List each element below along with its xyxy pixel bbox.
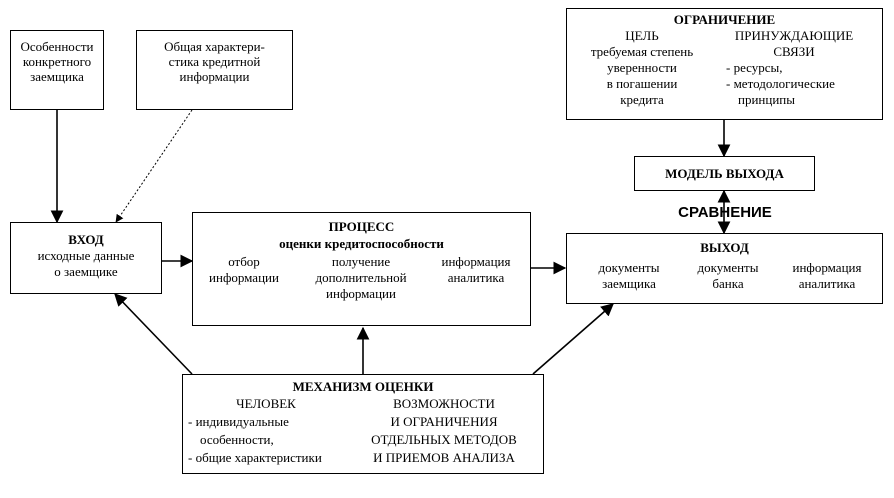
process-title: ПРОЦЕСС [328,219,395,234]
links-line-1: - ресурсы, [726,60,783,75]
links-heading: ПРИНУЖДАЮЩИЕ [734,28,854,43]
borrower-features-line-2: конкретного [22,54,92,69]
process-col1-line-1: отбор [228,254,260,269]
output-col2-line-1: документы [697,260,759,275]
output-col1-line-2: заемщика [602,276,656,291]
process-col2-line-1: получение [331,254,391,269]
arrow-mechanism-to-input [115,294,192,374]
mechanism-col2-line-4: И ПРИЕМОВ АНАЛИЗА [373,450,515,465]
borrower-features-line-3: заемщика [30,69,84,84]
process-subtitle: оценки кредитоспособности [279,236,444,251]
arrow-info-to-input [116,110,192,222]
goal-line-1: требуемая степень [590,44,694,59]
mechanism-col1-line-3: - общие характеристики [188,450,322,465]
goal-line-3: в погашении [606,76,678,91]
links-line-3: принципы [738,92,795,107]
process-col1-line-2: информации [209,270,279,285]
output-col3-line-1: информация [792,260,862,275]
credit-info-line-3: информации [179,69,250,84]
mechanism-col2-line-2: И ОГРАНИЧЕНИЯ [390,414,498,429]
output-title: ВЫХОД [700,240,749,255]
process-col3-line-2: аналитика [447,270,505,285]
mechanism-col2-line-1: ВОЗМОЖНОСТИ [393,396,495,411]
input-line-2: о заемщике [54,264,118,279]
mechanism-col1-line-1: - индивидуальные [188,414,289,429]
arrow-mechanism-to-output [533,304,613,374]
goal-line-4: кредита [620,92,664,107]
credit-info-line-2: стика кредитной [168,54,261,69]
output-col1-line-1: документы [598,260,660,275]
output-col2-line-2: банка [712,276,744,291]
process-col3-line-1: информация [441,254,511,269]
limitation-title: ОГРАНИЧЕНИЕ [673,12,776,27]
output-col3-line-2: аналитика [798,276,856,291]
process-col2-line-2: дополнительной [315,270,407,285]
mechanism-col1-heading: ЧЕЛОВЕК [236,396,296,411]
borrower-features-line-1: Особенности [20,39,94,54]
mechanism-col1-line-2: особенности, [200,432,274,447]
output-model-title: МОДЕЛЬ ВЫХОДА [665,166,784,181]
input-line-1: исходные данные [37,248,135,263]
goal-line-2: уверенности [607,60,677,75]
process-col2-line-3: информации [326,286,396,301]
links-line-2: - методологические [726,76,835,91]
goal-heading: ЦЕЛЬ [625,28,659,43]
links-heading-2: СВЯЗИ [773,44,815,59]
comparison-label: СРАВНЕНИЕ [678,204,772,221]
input-title: ВХОД [68,232,104,247]
credit-info-line-1: Общая характери- [164,39,265,54]
mechanism-title: МЕХАНИЗМ ОЦЕНКИ [292,379,434,394]
mechanism-col2-line-3: ОТДЕЛЬНЫХ МЕТОДОВ [371,432,517,447]
